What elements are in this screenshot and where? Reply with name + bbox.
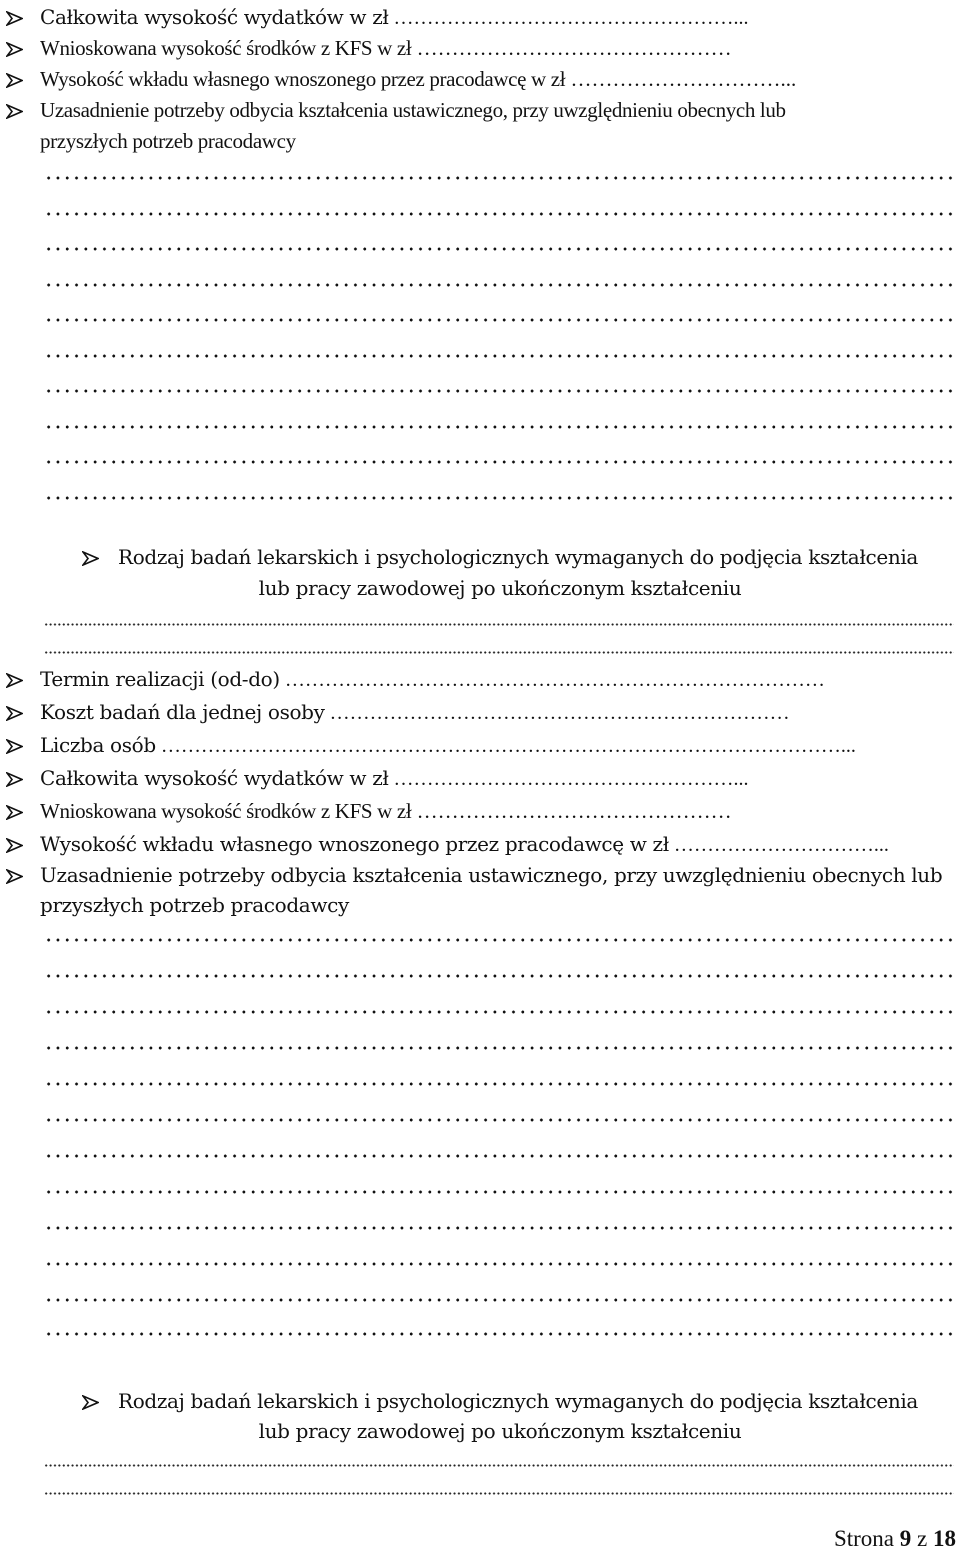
list-item (0, 2, 960, 32)
arrowhead-bullet-icon (6, 104, 23, 119)
arrowhead-bullet-icon (82, 1395, 99, 1410)
answer-line[interactable] (44, 425, 954, 429)
field-label: Uzasadnienie potrzeby odbycia kształcenia ustawicznego, przy uwzględnieniu obecnych lub (40, 863, 943, 887)
field-label: Wysokość wkładu własnego wnoszonego przez pracodawcę w zł …………………………... (40, 832, 889, 856)
answer-line[interactable] (44, 1010, 954, 1014)
answer-line[interactable] (44, 247, 954, 251)
list-item-continuation (0, 1416, 960, 1446)
answer-line[interactable] (44, 318, 954, 322)
answer-line[interactable] (44, 1226, 954, 1230)
answer-line[interactable] (44, 283, 954, 287)
answer-line[interactable] (44, 1464, 954, 1467)
field-label: Całkowita wysokość wydatków w zł ……………………………………………... (40, 766, 749, 790)
arrowhead-bullet-icon (6, 838, 23, 853)
list-item (0, 1386, 960, 1416)
list-item (0, 796, 960, 826)
arrowhead-bullet-icon (6, 805, 23, 820)
arrowhead-bullet-icon (6, 11, 23, 26)
answer-line[interactable] (44, 354, 954, 358)
field-label: Koszt badań dla jednej osoby …………………………………………………………… (40, 700, 790, 724)
answer-line[interactable] (44, 389, 954, 393)
answer-line[interactable] (44, 496, 954, 500)
field-label: Wysokość wkładu własnego wnoszonego przez pracodawcę w zł …………………………... (40, 67, 797, 91)
field-label: Wnioskowana wysokość środków z KFS w zł ……………………………………… (40, 799, 732, 823)
list-item (0, 542, 960, 572)
answer-line[interactable] (44, 176, 954, 180)
field-label: Liczba osób …………………………………………………………………………………………... (40, 733, 856, 757)
field-label: Termin realizacji (od-do) ……………………………………………………………………… (40, 667, 825, 691)
answer-line[interactable] (44, 1082, 954, 1086)
list-item (0, 763, 960, 793)
list-item (0, 860, 960, 890)
field-label: przyszłych potrzeb pracodawcy (40, 129, 296, 153)
answer-line[interactable] (44, 212, 954, 216)
field-label: lub pracy zawodowej po ukończonym kształceniu (258, 576, 742, 600)
arrowhead-bullet-icon (6, 42, 23, 57)
list-item (0, 697, 960, 727)
answer-line[interactable] (44, 1332, 954, 1336)
answer-line[interactable] (44, 1492, 954, 1495)
list-item-continuation (0, 126, 960, 156)
list-item (0, 33, 960, 63)
answer-line[interactable] (44, 1154, 954, 1158)
field-label: Wnioskowana wysokość środków z KFS w zł ……………………………………… (40, 36, 732, 60)
answer-line[interactable] (44, 460, 954, 464)
arrowhead-bullet-icon (6, 706, 23, 721)
field-label: Uzasadnienie potrzeby odbycia kształcenia ustawicznego, przy uwzględnieniu obecnych lub (40, 98, 786, 122)
answer-line[interactable] (44, 1262, 954, 1266)
arrowhead-bullet-icon (6, 772, 23, 787)
answer-line[interactable] (44, 1118, 954, 1122)
field-label: Całkowita wysokość wydatków w zł ……………………………………………... (40, 5, 749, 29)
list-item (0, 730, 960, 760)
answer-line[interactable] (44, 1298, 954, 1302)
current-page: 9 (899, 1526, 912, 1551)
answer-line[interactable] (44, 623, 954, 626)
answer-line[interactable] (44, 938, 954, 942)
total-pages: 18 (933, 1526, 956, 1551)
page-number-separator: z (911, 1526, 933, 1551)
arrowhead-bullet-icon (6, 673, 23, 688)
list-item (0, 64, 960, 94)
page-number (834, 1525, 956, 1553)
list-item (0, 829, 960, 859)
list-item (0, 95, 960, 125)
list-item-continuation (0, 573, 960, 603)
list-item (0, 664, 960, 694)
page-number-prefix: Strona (833, 1526, 900, 1551)
field-label: Rodzaj badań lekarskich i psychologicznych wymaganych do podjęcia kształcenia (118, 1389, 918, 1413)
arrowhead-bullet-icon (6, 739, 23, 754)
answer-line[interactable] (44, 651, 954, 654)
list-item-continuation (0, 890, 960, 920)
answer-line[interactable] (44, 974, 954, 978)
answer-line[interactable] (44, 1046, 954, 1050)
answer-line[interactable] (44, 1190, 954, 1194)
arrowhead-bullet-icon (6, 73, 23, 88)
arrowhead-bullet-icon (6, 869, 23, 884)
field-label: przyszłych potrzeb pracodawcy (40, 893, 349, 917)
field-label: lub pracy zawodowej po ukończonym kształceniu (258, 1419, 742, 1443)
arrowhead-bullet-icon (82, 551, 99, 566)
field-label: Rodzaj badań lekarskich i psychologicznych wymaganych do podjęcia kształcenia (118, 545, 918, 569)
